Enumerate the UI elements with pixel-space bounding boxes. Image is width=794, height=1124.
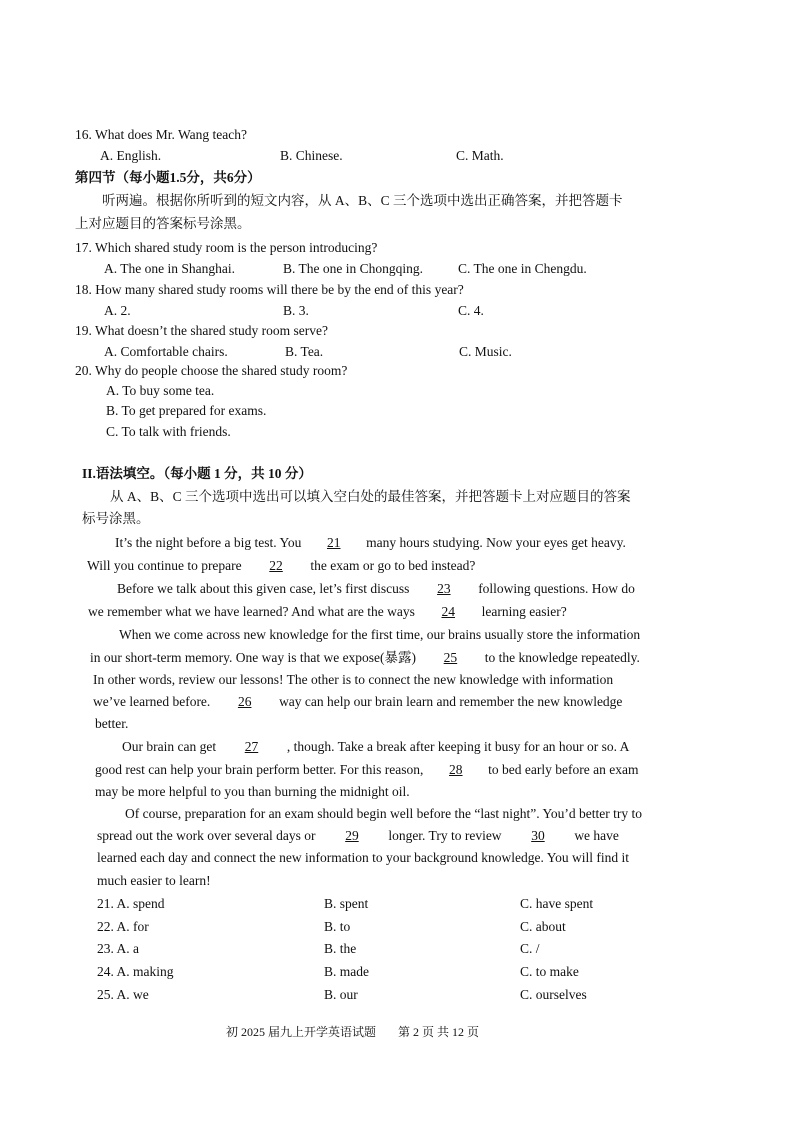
blank-21: 21	[326, 535, 341, 550]
passage-line: It’s the night before a big test. You 21 many hours studying. Now your eyes get heavy.	[115, 535, 626, 550]
option-22-c: C. about	[520, 919, 566, 934]
q16-option-a: A. English.	[100, 148, 162, 163]
option-22-b: B. to	[324, 919, 351, 934]
blank-25: 25	[443, 650, 458, 665]
option-24-b: B. made	[324, 964, 369, 979]
q16-option-c: C. Math.	[456, 148, 504, 163]
passage-line: In other words, review our lessons! The other is to connect the new knowledge with information	[93, 672, 614, 687]
blank-24: 24	[441, 604, 455, 619]
passage-line: better.	[95, 716, 129, 731]
blank-27: 27	[244, 739, 259, 754]
question-19-stem: 19. What doesn’t the shared study room serve?	[75, 323, 328, 338]
question-18-stem: 18. How many shared study rooms will there be by the end of this year?	[75, 282, 464, 297]
blank-30: 30	[531, 828, 545, 843]
option-21-a: 21. A. spend	[97, 896, 165, 911]
option-21-c: C. have spent	[520, 896, 594, 911]
question-20-stem: 20. Why do people choose the shared study room?	[75, 363, 348, 378]
q17-option-a: A. The one in Shanghai.	[104, 261, 235, 276]
q20-option-b: B. To get prepared for exams.	[106, 403, 267, 418]
q20-option-a: A. To buy some tea.	[106, 383, 215, 398]
q16-option-b: B. Chinese.	[280, 148, 343, 163]
option-24-a: 24. A. making	[97, 964, 174, 979]
grammar-instruction-line2: 标号涂黑。	[82, 511, 150, 526]
option-25-b: B. our	[324, 987, 358, 1002]
footer-page-number: 第 2 页 共 12 页	[398, 1025, 480, 1039]
section-4-instruction-line1: 听两遍。根据你所听到的短文内容，从 A、B、C 三个选项中选出正确答案，并把答题卡	[102, 193, 623, 208]
passage-line: Will you continue to prepare 22 the exam or go to bed instead?	[87, 558, 476, 573]
question-17-stem: 17. Which shared study room is the person introducing?	[75, 240, 378, 255]
grammar-instruction-line1: 从 A、B、C 三个选项中选出可以填入空白处的最佳答案，并把答题卡上对应题目的答案	[110, 489, 631, 504]
passage-line: much easier to learn!	[97, 873, 211, 888]
option-23-a: 23. A. a	[97, 941, 139, 956]
option-21-b: B. spent	[324, 896, 369, 911]
q19-option-c: C. Music.	[459, 344, 512, 359]
option-25-c: C. ourselves	[520, 987, 587, 1002]
q20-option-c: C. To talk with friends.	[106, 424, 231, 439]
passage-line: learned each day and connect the new information to your background knowledge. You will find it	[97, 850, 629, 865]
blank-28: 28	[449, 762, 463, 777]
blank-29: 29	[345, 828, 359, 843]
section-4-instruction-line2: 上对应题目的答案标号涂黑。	[75, 216, 251, 231]
q17-option-c: C. The one in Chengdu.	[458, 261, 587, 276]
q19-option-b: B. Tea.	[285, 344, 324, 359]
passage-line: we’ve learned before. 26 way can help our brain learn and remember the new knowledge	[93, 694, 623, 709]
passage-line: Of course, preparation for an exam should begin well before the “last night”. You’d better try to	[125, 806, 642, 821]
passage-line: good rest can help your brain perform better. For this reason, 28 to bed early before an exam	[95, 762, 639, 777]
q18-option-b: B. 3.	[283, 303, 309, 318]
passage-line: Our brain can get 27 , though. Take a break after keeping it busy for an hour or so. A	[122, 739, 630, 754]
grammar-section-header: II.语法填空。（每小题 1 分，共 10 分）	[82, 466, 312, 481]
question-16-stem: 16. What does Mr. Wang teach?	[75, 127, 247, 142]
passage-line: may be more helpful to you than burning the midnight oil.	[95, 784, 410, 799]
blank-23: 23	[437, 581, 451, 596]
blank-22: 22	[269, 558, 283, 573]
passage-line: in our short-term memory. One way is that we expose(暴露) 25 to the knowledge repeatedly.	[90, 650, 640, 665]
q19-option-a: A. Comfortable chairs.	[104, 344, 228, 359]
passage-line: When we come across new knowledge for the first time, our brains usually store the information	[119, 627, 641, 642]
option-25-a: 25. A. we	[97, 987, 149, 1002]
footer-exam-title: 初 2025 届九上开学英语试题	[226, 1025, 377, 1039]
option-24-c: C. to make	[520, 964, 579, 979]
option-23-b: B. the	[324, 941, 357, 956]
q18-option-c: C. 4.	[458, 303, 484, 318]
option-23-c: C. /	[520, 941, 540, 956]
section-4-header: 第四节（每小题1.5分，共6分）	[75, 170, 261, 185]
blank-26: 26	[237, 694, 252, 709]
passage-line: we remember what we have learned? And what are the ways 24 learning easier?	[88, 604, 567, 619]
passage-line: Before we talk about this given case, let’s first discuss 23 following questions. How do	[117, 581, 635, 596]
option-22-a: 22. A. for	[97, 919, 149, 934]
q18-option-a: A. 2.	[104, 303, 131, 318]
q17-option-b: B. The one in Chongqing.	[283, 261, 423, 276]
passage-line: spread out the work over several days or 29 longer. Try to review 30 we have	[97, 828, 619, 843]
